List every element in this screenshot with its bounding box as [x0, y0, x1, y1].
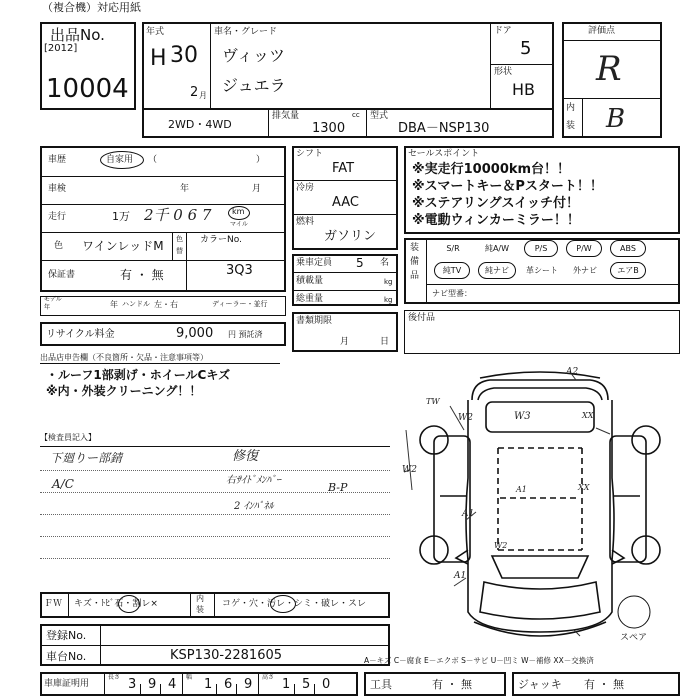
warranty-label: 保証書	[48, 270, 76, 280]
ac-value: AAC	[332, 195, 359, 210]
dealer-label: ディーラー・並行	[212, 300, 268, 308]
notes-line-1: ・ルーフ1部剥げ・ホイールCキズ	[46, 368, 231, 382]
equip-navi: 純ナビ	[478, 262, 516, 279]
color-label: 色	[54, 241, 64, 251]
equipment-label-2: 備	[410, 257, 420, 267]
month-value: 2	[190, 85, 199, 100]
jack-label: ジャッキ	[518, 678, 562, 691]
model-label: 型式	[370, 111, 389, 121]
equip-power-steering: P/S	[524, 240, 558, 257]
reg-no-label: 登録No.	[46, 629, 87, 642]
cert-label: 車庫証明用	[44, 679, 90, 689]
shape-label: 形状	[494, 67, 513, 77]
sales-label: セールスポイント	[408, 149, 480, 159]
own-use: 自家用	[106, 155, 134, 165]
height-label: 高さ	[262, 674, 275, 681]
width-digit-2: 6	[224, 677, 233, 692]
year-value: 30	[170, 43, 198, 68]
car-history-label: 車歴	[48, 155, 67, 165]
width-label: 幅	[186, 674, 193, 681]
condition-interior-label-1: 内	[196, 594, 204, 603]
length-digit-2: 9	[148, 677, 157, 692]
mark-a1-roof: A1	[516, 485, 527, 494]
sales-point-4: ※電動ウィンカーミラー！！	[412, 213, 580, 228]
aftermarket-label: 後付品	[408, 313, 436, 323]
mark-xx-top: XX	[582, 411, 594, 420]
inspection-month-unit: 月	[252, 184, 262, 194]
sales-point-1: ※実走行10000km台！！	[412, 162, 571, 177]
height-digit-2: 5	[302, 677, 311, 692]
cc-unit: cc	[352, 111, 360, 119]
chassis-no-label: 車台No.	[46, 650, 87, 663]
load-unit: kg	[384, 278, 393, 286]
mileage-digits: 2千 0 6 7	[144, 206, 212, 224]
equip-leather: 革シート	[526, 266, 558, 275]
height-digit-1: 1	[282, 677, 291, 692]
fuel-label: 燃料	[296, 217, 315, 227]
height-digit-3: 0	[322, 677, 331, 692]
mile-unit: マイル	[230, 221, 248, 228]
length-label: 長さ	[108, 674, 121, 681]
color-no-value: 3Q3	[226, 263, 253, 278]
equip-alloy-wheel: 純A/W	[484, 244, 510, 253]
displacement-label: 排気量	[272, 111, 300, 121]
shift-label: シフト	[296, 149, 324, 159]
tools-value: 有 ・ 無	[432, 678, 472, 691]
car-name: ヴィッツ	[222, 46, 286, 65]
model-year-label-2: 年	[44, 304, 51, 311]
tools-label: 工具	[370, 678, 392, 691]
handle-value: 左・右	[154, 300, 178, 309]
mark-a1-front: A1	[454, 571, 467, 581]
color-sub-1: 色	[176, 235, 183, 243]
color-no-label: カラーNo.	[200, 235, 242, 245]
mark-xx-right: XX	[578, 483, 590, 492]
equip-power-window: P/W	[566, 240, 602, 257]
km-unit: km	[232, 207, 245, 216]
gross-unit: kg	[384, 296, 393, 304]
door-label: ドア	[494, 26, 512, 36]
recycle-unit: 円 預託済	[228, 330, 263, 339]
fw-text: キズ・ﾄﾋﾞ石・割レ×	[74, 599, 158, 609]
fuel-value: ガソリン	[324, 229, 377, 244]
inspector-note-2: A/C	[52, 477, 74, 491]
jack-value: 有 ・ 無	[584, 678, 624, 691]
color-value: ワインレッドM	[82, 239, 164, 253]
inspection-label: 車検	[48, 184, 67, 194]
shape-value: HB	[512, 80, 536, 99]
inspector-note-4: 右ｻｲﾄﾞﾒﾝﾊﾞｰ	[226, 475, 281, 486]
mark-tw: TW	[426, 397, 440, 406]
mark-w2-left: W2	[458, 413, 473, 423]
sales-point-2: ※スマートキー＆Pスタート！！	[412, 179, 603, 194]
chassis-no-value: KSP130-2281605	[170, 648, 283, 663]
model-year-unit: 年	[110, 300, 118, 309]
paren-open: （	[148, 155, 158, 165]
month-unit: 月	[199, 91, 207, 100]
spare-label: スペア	[620, 633, 648, 643]
model-year-label-1: モデル	[44, 296, 62, 303]
width-digit-1: 1	[204, 677, 213, 692]
recycle-label: リサイクル料金	[46, 329, 115, 340]
year-tag: [2012]	[44, 43, 78, 54]
form-title: （複合機）対応用紙	[42, 1, 141, 14]
doc-month: 月	[340, 337, 350, 347]
year-era: H	[150, 46, 167, 71]
mark-w2-front: W2	[494, 541, 508, 550]
rating-label: 評価点	[588, 26, 616, 36]
interior-label-1: 内	[566, 103, 576, 113]
load-label: 積載量	[296, 276, 324, 286]
equipment-label-3: 品	[410, 271, 420, 281]
color-sub-2: 替	[176, 247, 183, 255]
condition-interior-text: コゲ・穴・汚レ・シミ・破レ・スレ	[222, 599, 367, 609]
inspector-note-3: 修復	[232, 449, 259, 464]
sales-point-3: ※ステアリングスイッチ付！	[412, 196, 579, 211]
paren-close: ）	[256, 155, 266, 165]
length-digit-1: 3	[128, 677, 137, 692]
door-value: 5	[520, 38, 532, 59]
mark-w3: W3	[514, 411, 531, 422]
inspector-note-1: 下廻りー部錆	[50, 451, 123, 465]
length-digit-3: 4	[168, 677, 177, 692]
listing-no: 10004	[46, 74, 129, 104]
capacity-label: 乗車定員	[296, 258, 333, 268]
year-label: 年式	[146, 27, 165, 37]
equip-airbag: エアB	[610, 262, 646, 279]
handle-label: ハンドル	[122, 300, 150, 308]
capacity-unit: 名	[380, 258, 390, 268]
model-value: DBA－NSP130	[398, 121, 490, 136]
equip-sunroof: S/R	[446, 244, 460, 253]
mileage-label: 走行	[48, 212, 67, 222]
rating-score: R	[596, 49, 622, 89]
listing-label: 出品No.	[50, 26, 105, 44]
inspector-note-6: 2 ｲﾝﾊﾟﾈﾙ	[234, 501, 274, 512]
mark-w2-side: W2	[402, 465, 417, 475]
damage-legend: A－キズ C－腐食 E－エクボ S－サビ U－凹ミ W－補修 XX－交換済	[364, 656, 594, 665]
notes-label: 出品店申告欄（不良箇所・欠品・注意事項等）	[40, 353, 208, 362]
interior-label-2: 装	[566, 121, 576, 131]
drive-value: 2WD・4WD	[168, 118, 232, 131]
inspector-label: 【検査員記入】	[40, 433, 96, 442]
car-outline	[420, 372, 660, 636]
doc-day: 日	[380, 337, 390, 347]
condition-interior-label-2: 装	[196, 605, 204, 614]
equip-abs: ABS	[610, 240, 646, 257]
equip-ext-navi: 外ナビ	[573, 266, 597, 275]
doc-label: 書類期限	[296, 316, 333, 326]
name-label: 車名・グレード	[214, 27, 278, 37]
nav-model-label: ナビ型番：	[432, 289, 472, 298]
width-digit-3: 9	[244, 677, 253, 692]
aftermarket-box	[404, 310, 680, 354]
mileage-man: 1万	[112, 210, 130, 223]
car-damage-diagram	[400, 360, 690, 650]
capacity-value: 5	[356, 256, 364, 270]
equipment-label-1: 装	[410, 243, 420, 253]
car-grade: ジュエラ	[222, 76, 286, 95]
mark-a2: A2	[566, 367, 579, 377]
recycle-value: 9,000	[176, 326, 214, 341]
notes-line-2: ※内・外装クリーニング！！	[46, 384, 202, 398]
warranty-value: 有 ・ 無	[120, 268, 164, 282]
inspector-note-5: B-P	[328, 481, 348, 494]
displacement-value: 1300	[312, 121, 346, 136]
shift-value: FAT	[332, 161, 355, 176]
equip-tv: 純TV	[434, 262, 470, 279]
interior-score: B	[606, 104, 626, 134]
gross-label: 総重量	[296, 294, 324, 304]
damage-markings	[404, 372, 610, 636]
inspection-year-unit: 年	[180, 184, 190, 194]
fw-label: ＦＷ	[44, 599, 63, 609]
mark-a1-left: A1	[462, 509, 475, 519]
ac-label: 冷房	[296, 183, 315, 193]
